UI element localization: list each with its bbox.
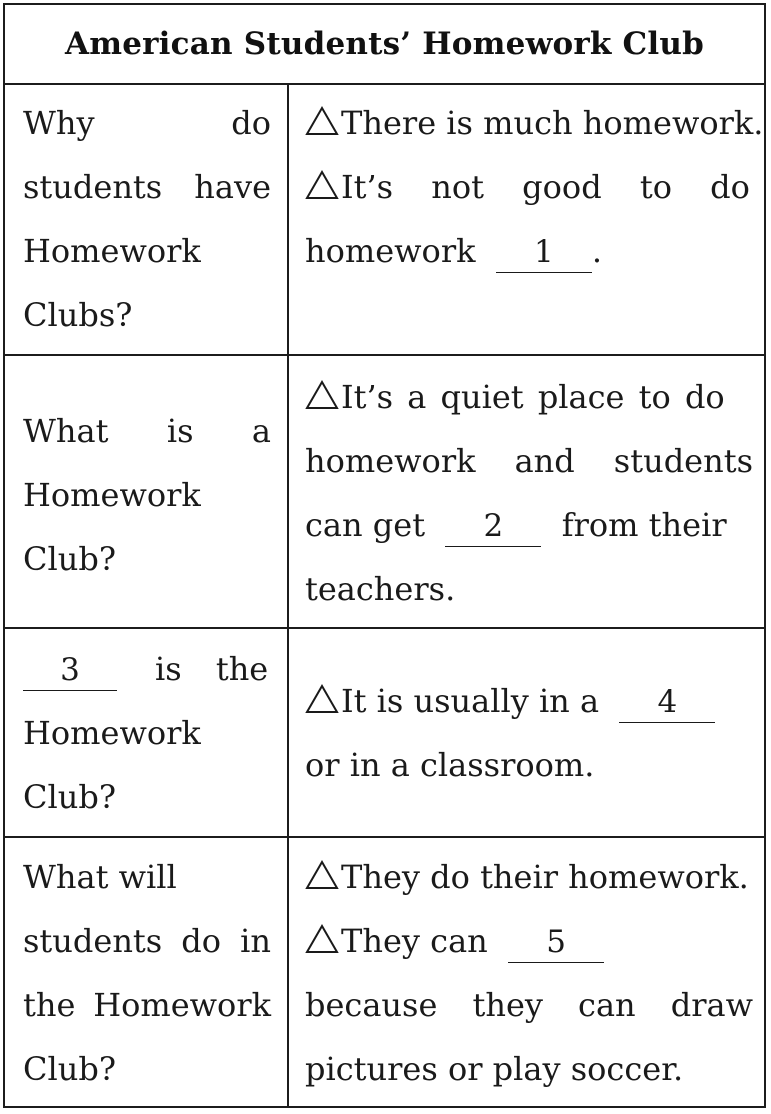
triangle-outline-icon	[305, 170, 339, 200]
answer-cell-3	[305, 669, 753, 797]
answer-text: homework	[305, 232, 476, 270]
answer-line: teachers.	[305, 570, 456, 608]
answer-line: because they can draw	[305, 986, 753, 1024]
answer-text: It’s a quiet place to do	[341, 378, 725, 416]
answer-line	[305, 91, 764, 155]
question-line: Homework	[23, 232, 201, 270]
question-line: Clubs?	[23, 296, 133, 334]
answer-cell-2	[305, 365, 753, 621]
blank-5[interactable]: 5	[508, 922, 604, 963]
row-divider	[5, 354, 764, 356]
answer-line: homework and students	[305, 442, 753, 480]
question-cell-3	[23, 637, 271, 829]
answer-text: It is usually in a	[341, 682, 600, 720]
question-line: the Homework	[23, 986, 271, 1024]
row-divider	[5, 836, 764, 838]
triangle-outline-icon	[305, 924, 339, 954]
answer-text: They can	[341, 922, 488, 960]
table-title: American Students’ Homework Club	[5, 5, 764, 85]
blank-1[interactable]: 1	[496, 232, 592, 273]
question-line: Homework	[23, 714, 201, 752]
row-divider	[5, 627, 764, 629]
answer-text: They do their homework.	[341, 858, 749, 896]
question-line: Homework	[23, 476, 201, 514]
answer-text: There is much homework.	[341, 104, 764, 142]
column-divider	[287, 85, 289, 1106]
homework-club-table	[3, 3, 766, 1108]
question-line: students do in	[23, 922, 271, 960]
question-cell-4	[23, 845, 271, 1101]
triangle-outline-icon	[305, 106, 339, 136]
answer-text: It’s not good to do	[341, 168, 750, 206]
answer-text: can get	[305, 506, 426, 544]
question-line: Club?	[23, 778, 116, 816]
triangle-outline-icon	[305, 380, 339, 410]
answer-line	[305, 909, 753, 973]
triangle-outline-icon	[305, 684, 339, 714]
triangle-outline-icon	[305, 860, 339, 890]
question-line	[23, 637, 271, 701]
answer-text: from their	[561, 506, 727, 544]
answer-line	[305, 845, 753, 909]
question-text: is the	[155, 650, 269, 688]
answer-line: pictures or play soccer.	[305, 1050, 684, 1088]
question-line: Club?	[23, 1050, 116, 1088]
question-line: Club?	[23, 540, 116, 578]
answer-line	[305, 219, 753, 283]
blank-4[interactable]: 4	[619, 682, 715, 723]
blank-3[interactable]: 3	[23, 650, 117, 691]
question-line: What is a	[23, 412, 271, 450]
answer-cell-1	[305, 91, 764, 283]
answer-line	[305, 669, 753, 733]
answer-line	[305, 493, 753, 557]
answer-line: or in a classroom.	[305, 746, 595, 784]
question-cell-2	[23, 399, 271, 591]
blank-2[interactable]: 2	[445, 506, 541, 547]
answer-text: .	[591, 232, 603, 270]
answer-line	[305, 365, 753, 429]
answer-cell-4	[305, 845, 753, 1101]
question-cell-1	[23, 91, 271, 347]
question-line: students have	[23, 168, 271, 206]
question-line: What will	[23, 858, 177, 896]
question-line: Why do	[23, 104, 271, 142]
answer-line	[305, 155, 753, 219]
